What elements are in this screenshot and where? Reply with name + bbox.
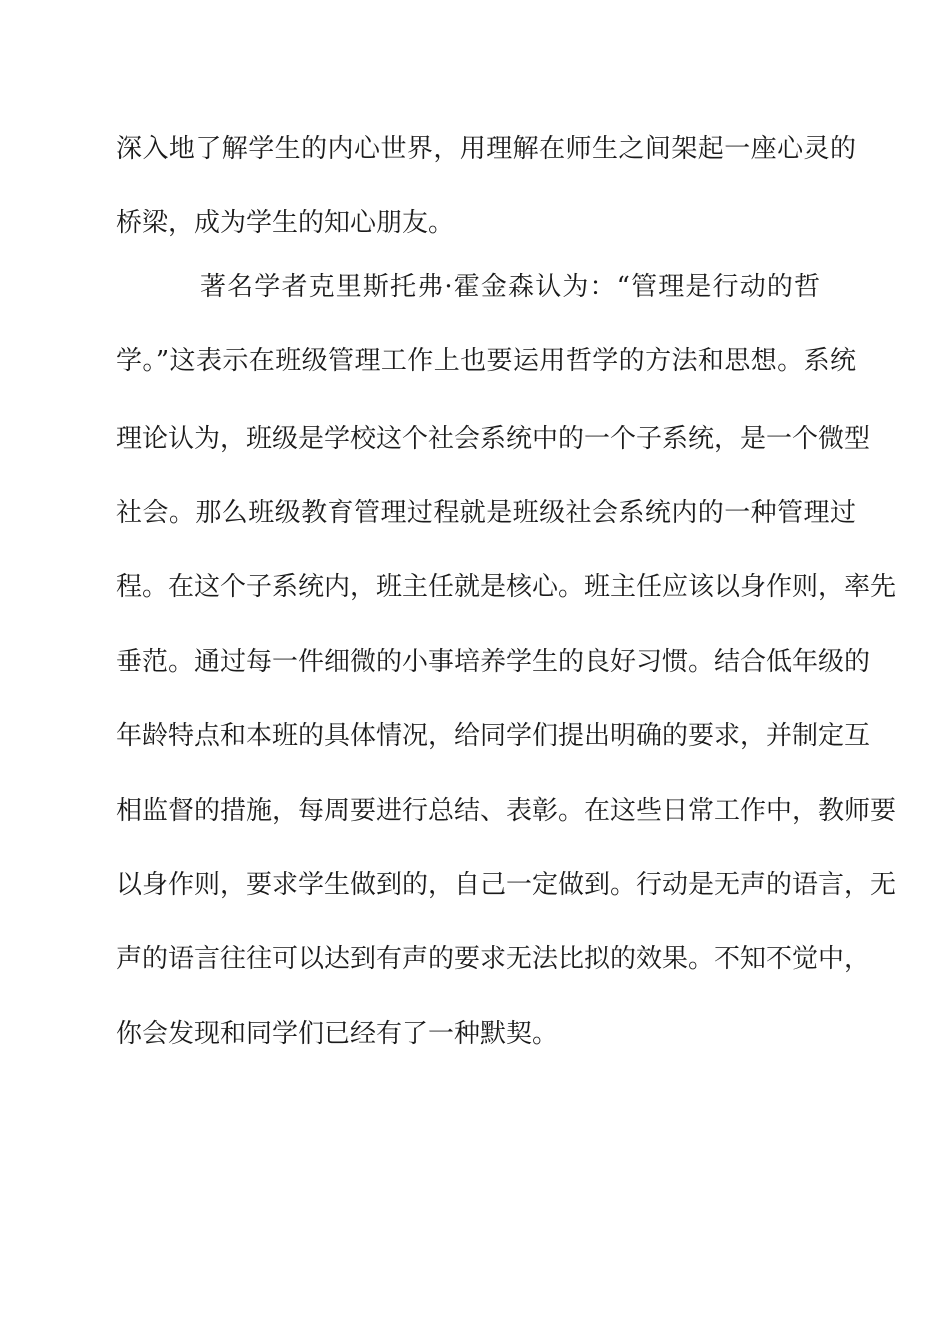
text-line: 年龄特点和本班的具体情况，给同学们提出明确的要求，并制定互 (116, 721, 871, 751)
text-line: 桥梁，成为学生的知心朋友。 (116, 208, 455, 238)
text-line: 著名学者克里斯托弗·霍金森认为：“管理是行动的哲 (200, 272, 820, 302)
text-line: 相监督的措施，每周要进行总结、表彰。在这些日常工作中，教师要 (116, 796, 897, 826)
text-line: 以身作则，要求学生做到的，自己一定做到。行动是无声的语言，无 (116, 870, 897, 900)
text-line: 学。”这表示在班级管理工作上也要运用哲学的方法和思想。系统 (116, 346, 856, 376)
text-line: 程。在这个子系统内，班主任就是核心。班主任应该以身作则，率先 (116, 572, 897, 602)
text-line: 垂范。通过每一件细微的小事培养学生的良好习惯。结合低年级的 (116, 647, 871, 677)
text-line: 你会发现和同学们已经有了一种默契。 (116, 1019, 559, 1049)
text-line: 社会。那么班级教育管理过程就是班级社会系统内的一种管理过 (116, 498, 856, 528)
text-line: 理论认为，班级是学校这个社会系统中的一个子系统，是一个微型 (116, 424, 871, 454)
text-line: 深入地了解学生的内心世界，用理解在师生之间架起一座心灵的 (116, 134, 856, 164)
text-line: 声的语言往往可以达到有声的要求无法比拟的效果。不知不觉中， (116, 944, 871, 974)
